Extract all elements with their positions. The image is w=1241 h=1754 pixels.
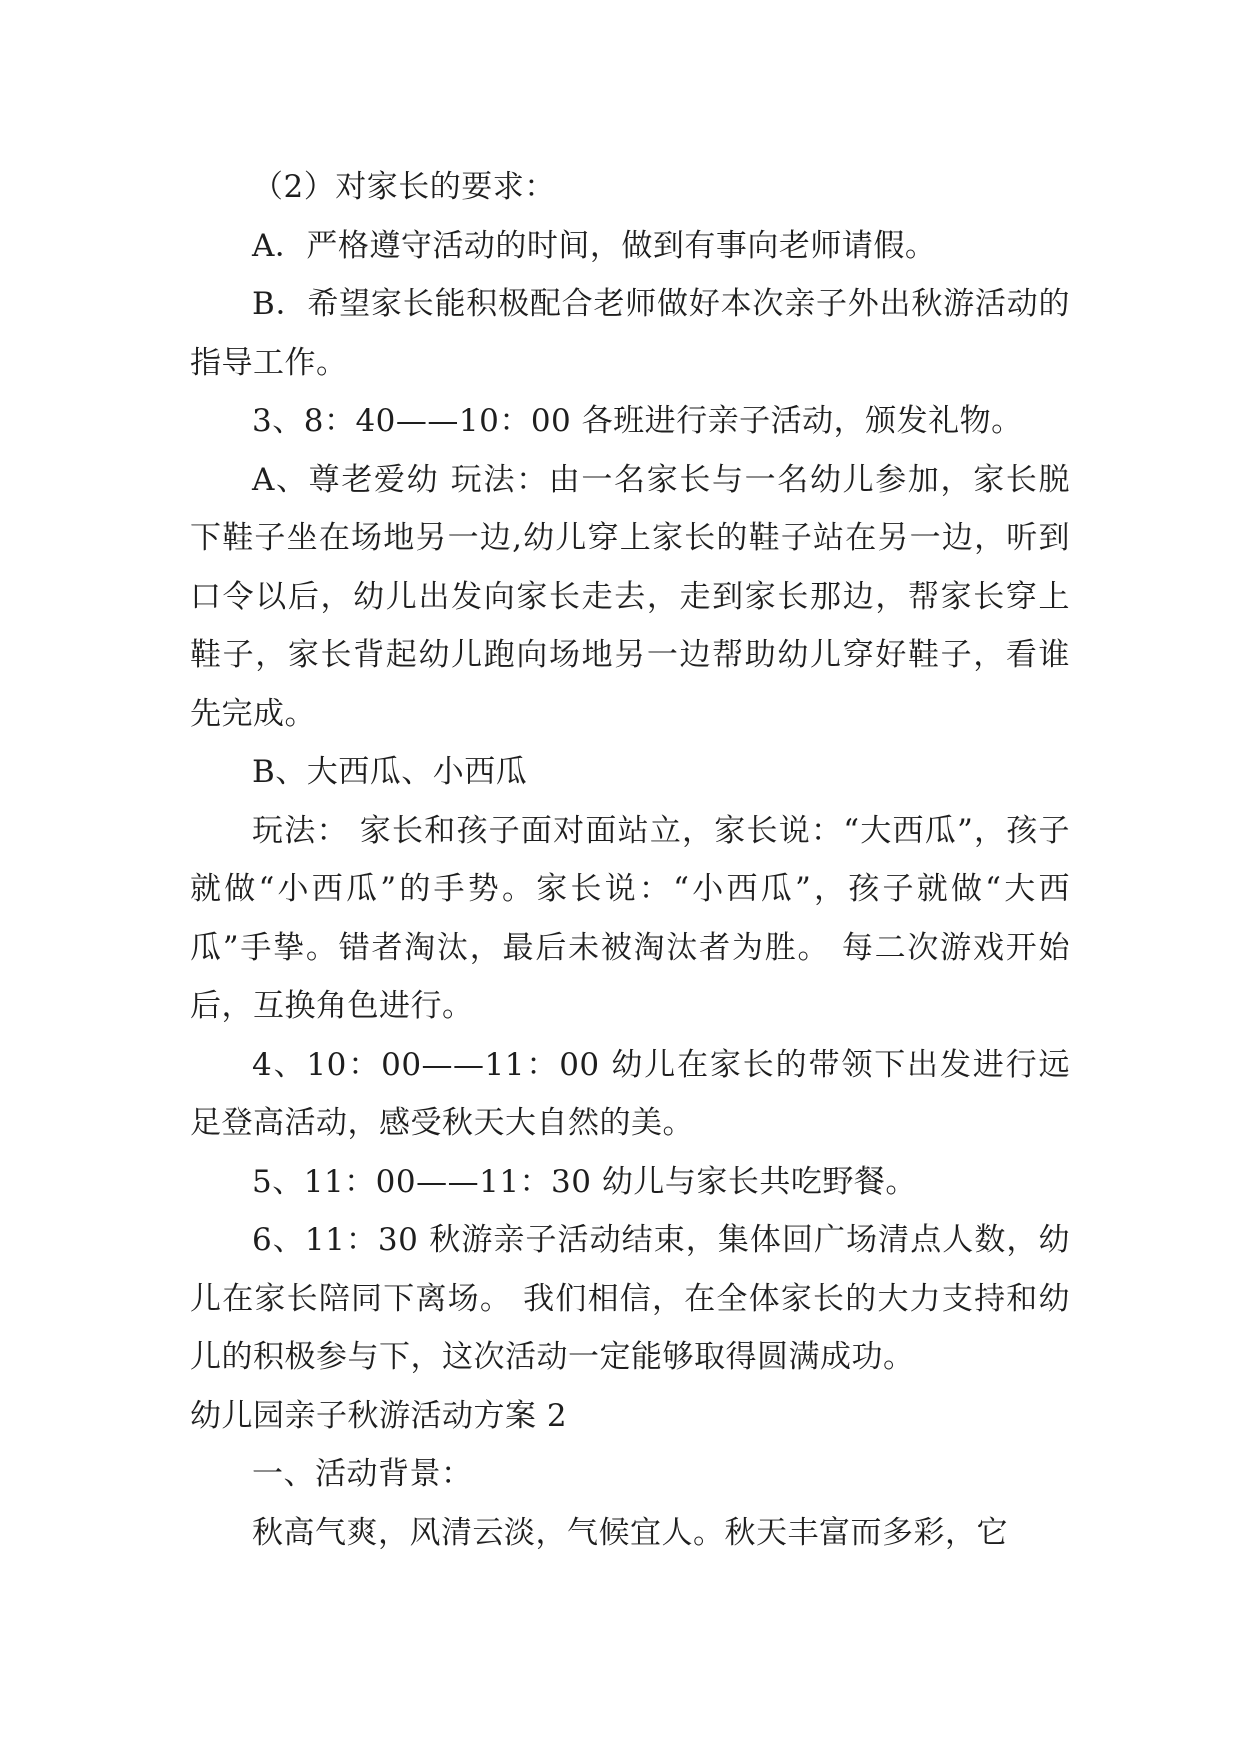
paragraph-parent-requirements-heading: （2）对家长的要求：	[252, 169, 556, 205]
paragraph-schedule-3: 3、8：40——10：00 各班进行亲子活动，颁发礼物。	[252, 403, 1023, 439]
paragraph-game-a: A、尊老爱幼 玩法：由一名家长与一名幼儿参加，家长脱下鞋子坐在场地另一边,幼儿穿上家长的鞋子站在另一边，听到口令以后，幼儿出发向家长走去，走到家长那边，帮家长穿上鞋子，家长背起幼儿跑向场地另一边帮助幼儿穿好鞋子，看谁先完成。	[190, 461, 1070, 732]
paragraph-background-heading: 一、活动背景：	[252, 1456, 473, 1492]
paragraph-game-b-rules: 玩法： 家长和孩子面对面站立，家长说：“大西瓜”，孩子就做“小西瓜”的手势。家长说：“小西瓜”，孩子就做“大西瓜”手挚。错者淘汰，最后未被淘汰者为胜。 每二次游戏开始后，互换角色进行。	[190, 812, 1070, 1024]
paragraph-game-b-title: B、大西瓜、小西瓜	[252, 754, 528, 790]
paragraph-requirement-b: B．希望家长能积极配合老师做好本次亲子外出秋游活动的指导工作。	[190, 286, 1070, 381]
document-body	[190, 158, 1070, 1562]
paragraph-background-text: 秋高气爽，风清云淡，气候宜人。秋天丰富而多彩，它	[252, 1514, 1008, 1551]
paragraph-schedule-5: 5、11：00——11：30 幼儿与家长共吃野餐。	[252, 1163, 917, 1200]
paragraph-requirement-a: A．严格遵守活动的时间，做到有事向老师请假。	[252, 227, 937, 264]
section-title-plan-2: 幼儿园亲子秋游活动方案 2	[190, 1397, 568, 1434]
paragraph-schedule-6: 6、11：30 秋游亲子活动结束，集体回广场清点人数，幼儿在家长陪同下离场。 我们相信，在全体家长的大力支持和幼儿的积极参与下，这次活动一定能够取得圆满成功。	[190, 1222, 1070, 1375]
paragraph-schedule-4: 4、10：00——11：00 幼儿在家长的带领下出发进行远足登高活动，感受秋天大自然的美。	[190, 1046, 1070, 1141]
